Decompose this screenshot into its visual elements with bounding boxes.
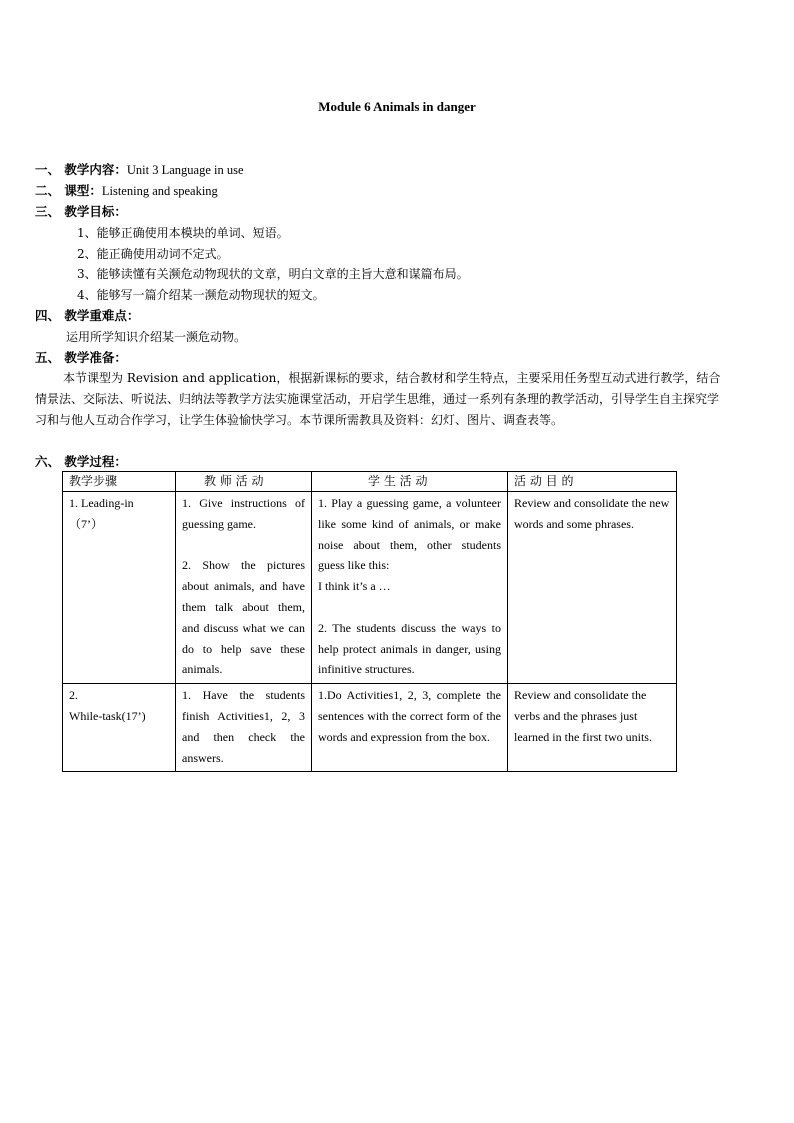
purpose-cell [508,684,677,772]
purpose-cell [508,492,677,684]
section-objectives-label: 三、 教学目标： [35,204,127,219]
section-lesson-type-value: Listening and speaking [101,184,218,198]
student-activity-1: 1.Do Activities1, 2, 3, complete the sentences with the correct form of the words and expression from the box. [318,688,501,744]
student-activity-2: 2. The students discuss the ways to help protect animals in danger, using infinitive structures. [318,620,501,677]
section-content-label: 一、 教学内容： [35,162,127,177]
header-teacher: 教 师 活 动 [176,472,312,492]
objective-item: 3、能够读懂有关濒危动物现状的文章，明白文章的主旨大意和谋篇布局。 [77,267,469,281]
section-content-value: Unit 3 Language in use [126,163,244,177]
purpose-text: Review and consolidate the verbs and the phrases just learned in the first two units. [514,688,652,744]
section-preparation-label: 五、 教学准备： [35,350,127,365]
section-lesson-type-label: 二、 课型： [35,183,102,198]
section-content [35,161,244,179]
header-student: 学 生 活 动 [312,472,508,492]
preparation-paragraph: 本节课型为 Revision and application，根据新课标的要求，结合教材和学生特点，主要采用任务型互动式进行教学，结合情景法、交际法、听说法、归纳法等教学方法实施课堂活动，开启学生思维，通过一系列有条理的教学活动，引导学生自主探究学习和与他人互动合作学习，让学生体验愉快学习。本节课所需教具及资料：幻灯、图片、调查表等。 [35,371,721,427]
student-activity-1: 1. Play a guessing game, a volunteer like some kind of animals, or make noise about them, other students guess like this: [318,496,501,573]
purpose-text: Review and consolidate the new words and some phrases. [514,496,670,531]
step-name: 1. Leading-in [69,496,134,510]
step-cell [63,492,176,684]
section-key-points [35,307,139,325]
objective-item: 4、能够写一篇介绍某一濒危动物现状的短文。 [77,288,325,302]
student-activity-1-example: I think it’s a … [318,579,391,594]
student-activity-cell [312,684,508,772]
header-step: 教学步骤 [63,472,176,492]
table-header-row [63,472,677,492]
header-purpose: 活 动 目 的 [508,472,677,492]
document-title: Module 6 Animals in danger [318,99,476,114]
section-lesson-type [35,182,218,200]
step-time: While-task(17’) [69,708,146,723]
teacher-activity-1: 1. Give instructions of guessing game. [182,496,305,531]
student-activity-cell [312,492,508,684]
objective-item: 1、能够正确使用本模块的单词、短语。 [77,226,289,240]
table-row [63,684,677,772]
step-name: 2. [69,688,78,703]
teacher-activity-cell [176,492,312,684]
teacher-activity-1: 1. Have the students finish Activities1, 2, 3 and then check the answers. [182,688,305,765]
teacher-activity-2: 2. Show the pictures about animals, and have them talk about them, and discuss what we can do to help save these animals. [182,558,305,677]
teacher-activity-cell [176,684,312,772]
section-process [35,453,127,471]
key-points-text: 运用所学知识介绍某一濒危动物。 [66,330,247,344]
section-preparation [35,349,127,367]
process-table [62,471,677,772]
table-row [63,492,677,684]
section-objectives [35,203,127,221]
step-cell [63,684,176,772]
objective-item: 2、能正确使用动词不定式。 [77,247,229,261]
section-key-points-label: 四、 教学重难点： [35,308,140,323]
step-time: （7’） [69,516,103,531]
section-process-label: 六、 教学过程： [35,454,127,469]
